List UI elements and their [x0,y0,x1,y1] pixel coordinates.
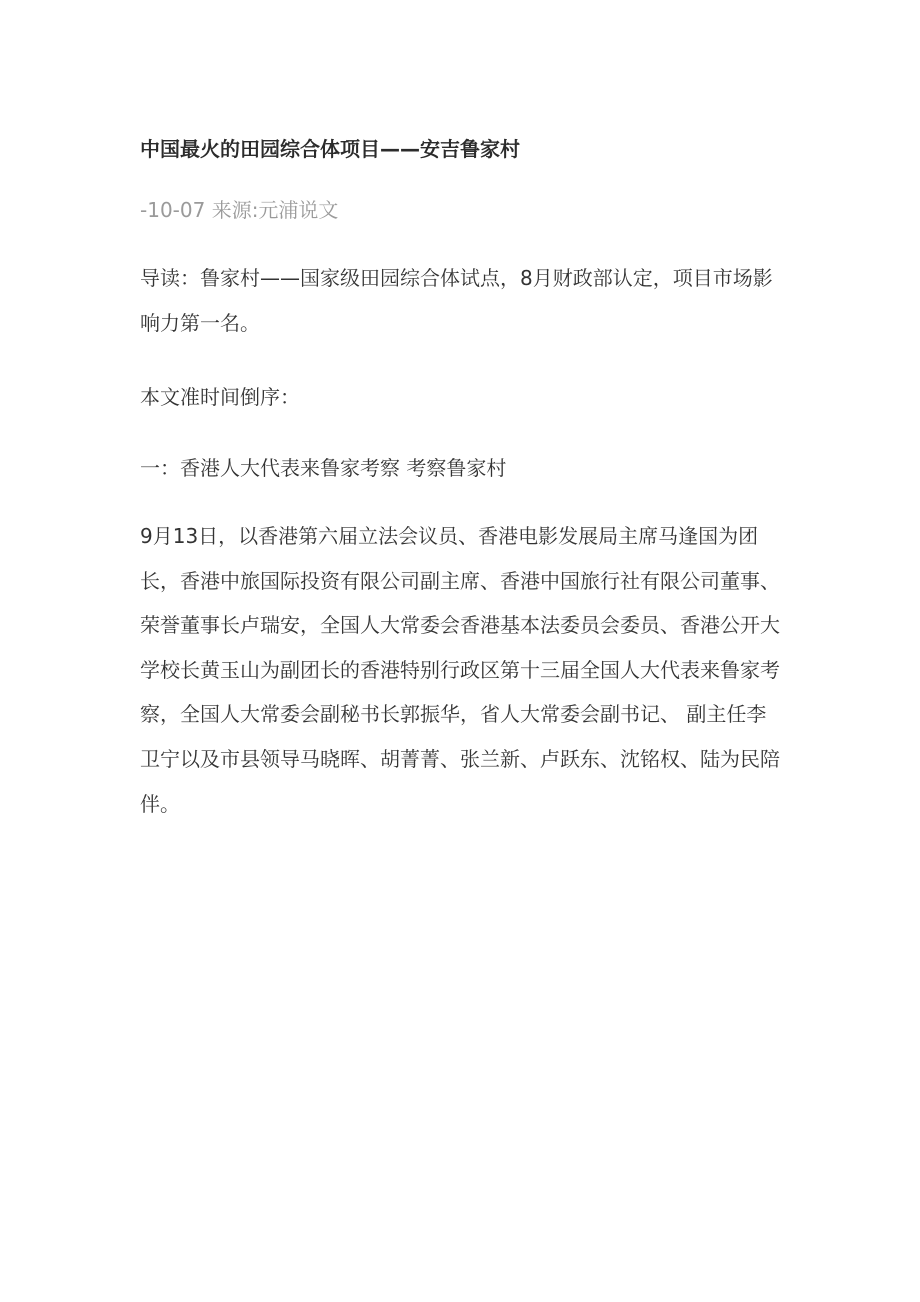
order-note: 本文准时间倒序： [140,385,300,409]
article-meta: -10-07 来源:元浦说文 [140,198,339,222]
article-intro: 导读：鲁家村——国家级田园综合体试点，8月财政部认定，项目市场影响力第一名。 [140,266,773,335]
article-body: 9月13日，以香港第六届立法会议员、香港电影发展局主席马逢国为团长，香港中旅国际投资有限公司副主席、香港中国旅行社有限公司董事、荣誉董事长卢瑞安，全国人大常委会香港基本法委员会委员、香港公开大学校长黄玉山为副团长的香港特别行政区第十三届全国人大代表来鲁家考察，全国人大常委会副秘书长郭振华，省人大常委会副书记、 副主任李卫宁以及市县领导马晓晖、胡菁菁、张兰新、卢跃东、沈铭权、陆为民陪伴。 [140,524,780,816]
section-heading: 一：香港人大代表来鲁家考察 考察鲁家村 [140,456,507,480]
article-title: 中国最火的田园综合体项目——安吉鲁家村 [140,137,520,161]
